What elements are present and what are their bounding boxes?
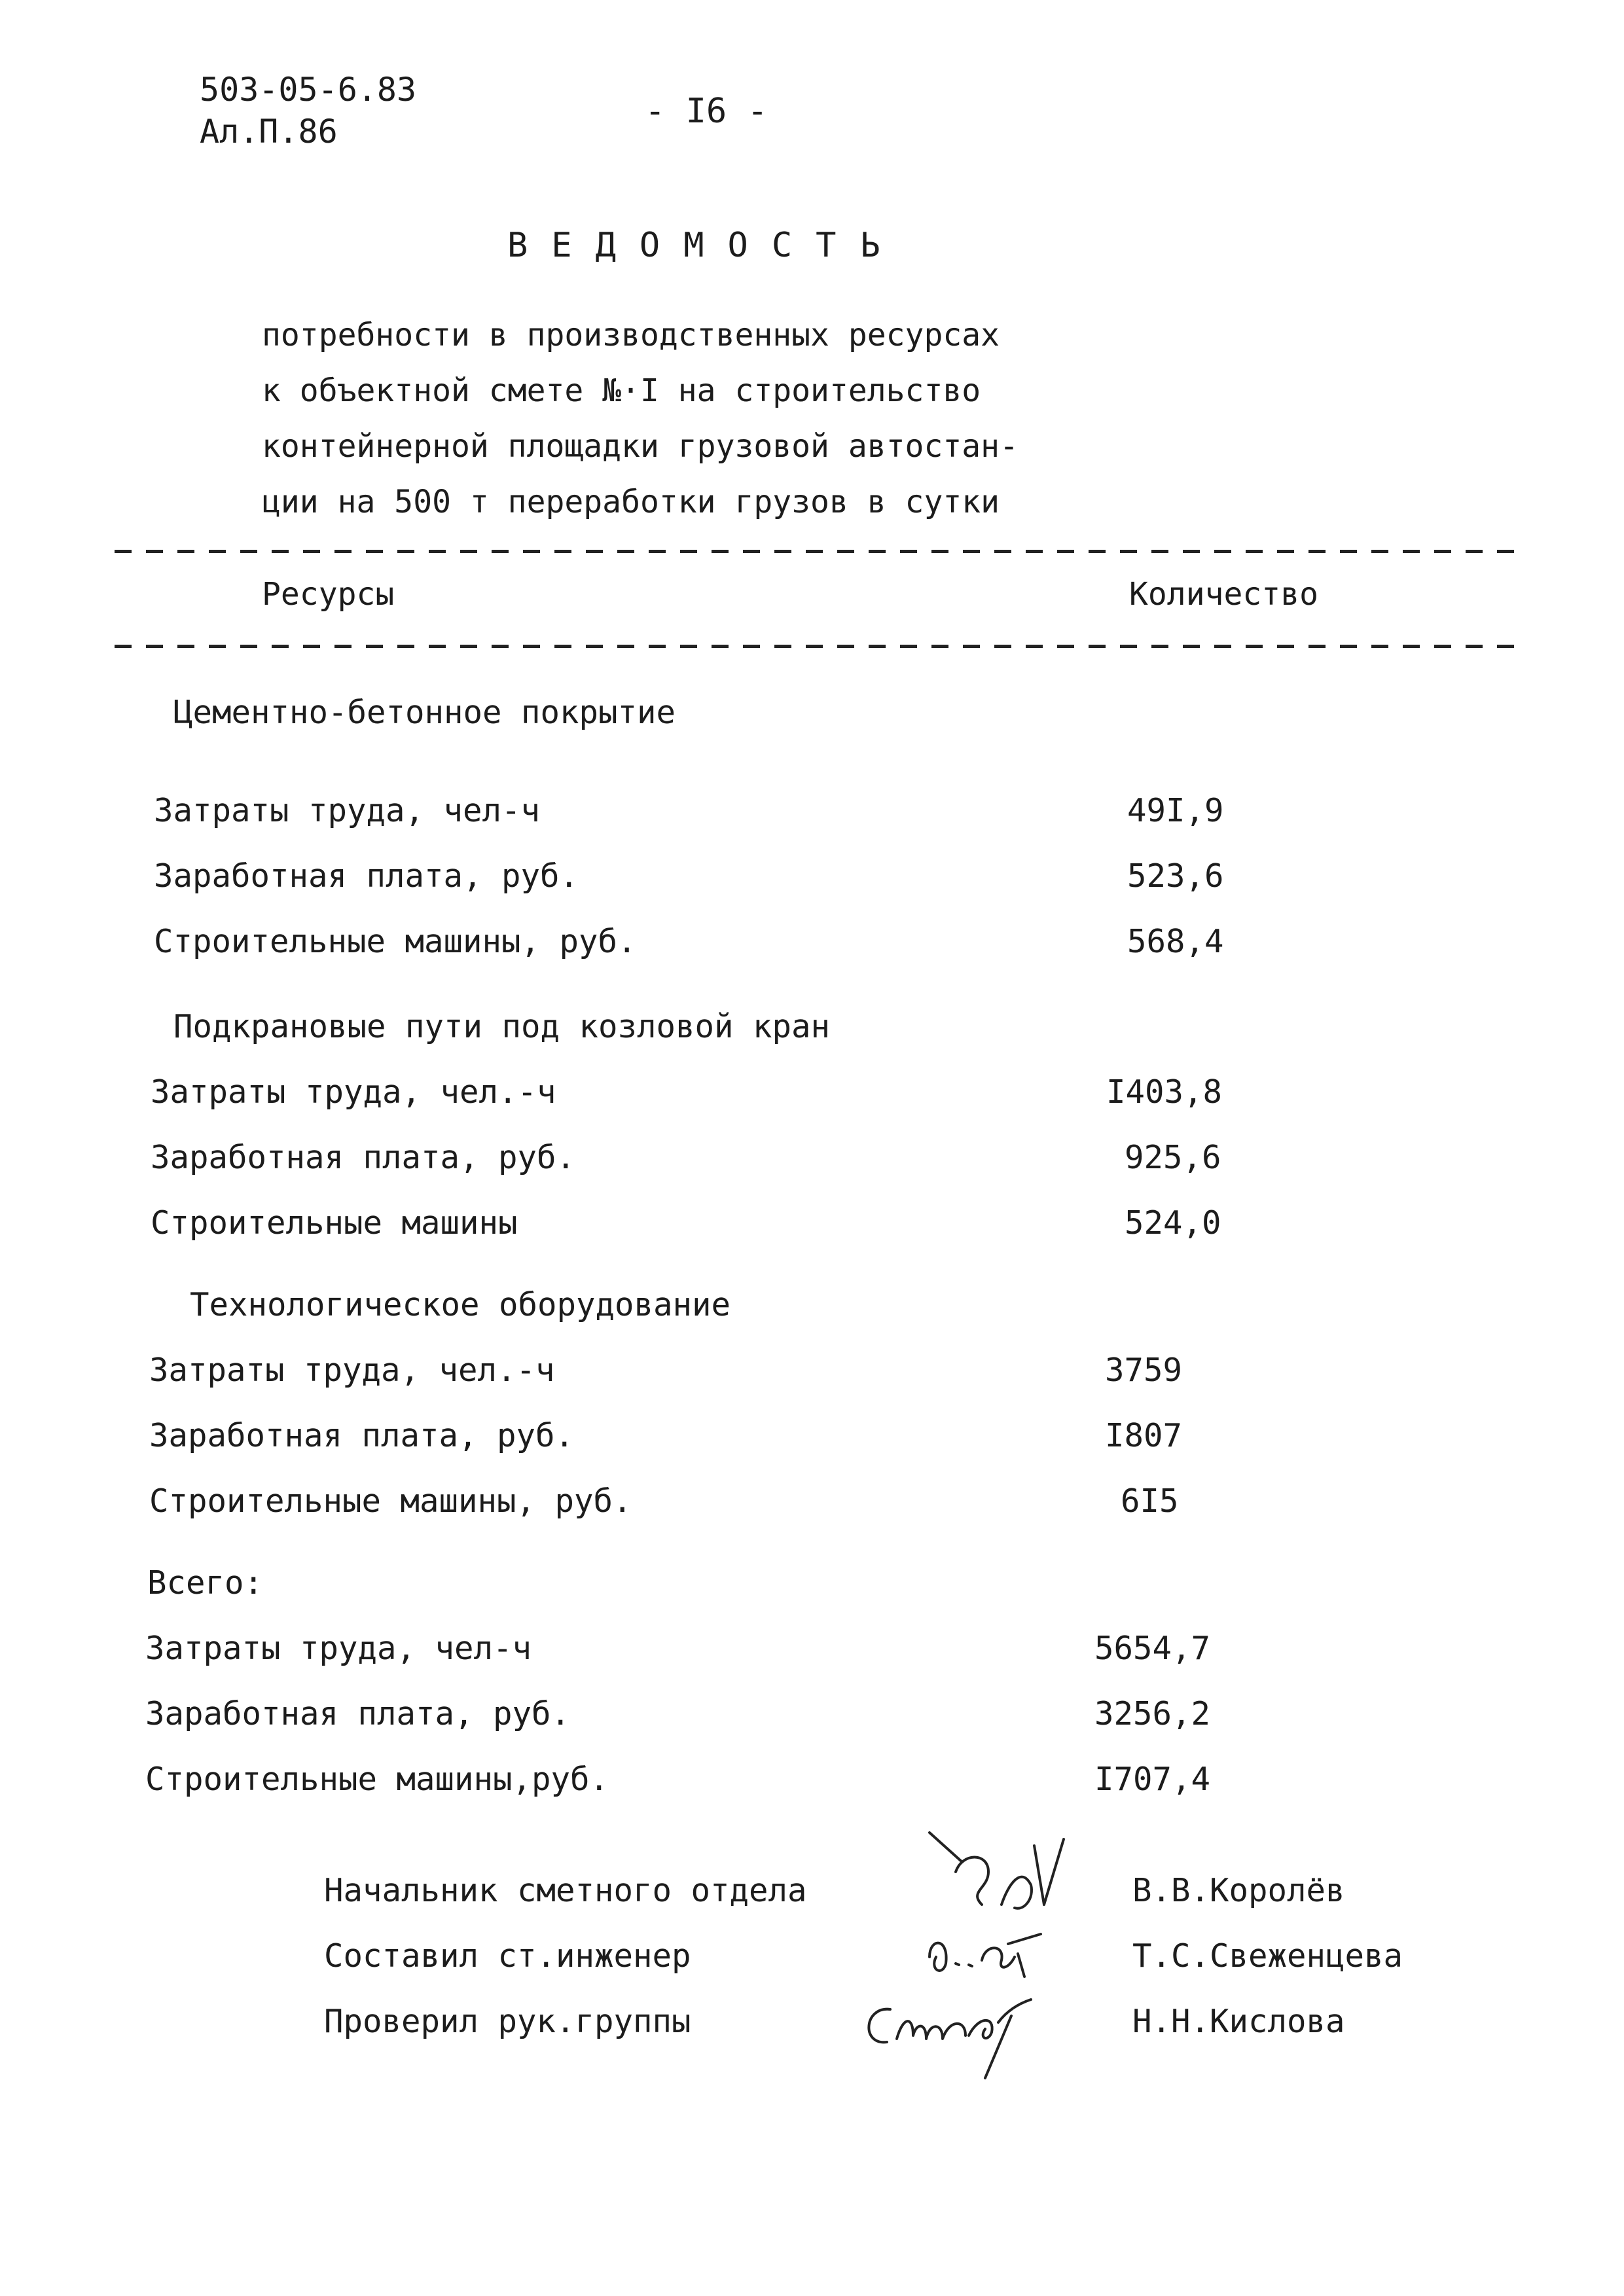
signatory-role: Начальник сметного отдела [324,1872,807,1909]
column-header-resources: Ресурсы [262,576,395,613]
subtitle-line: потребности в производственных ресурсах [262,317,1000,353]
row-value: 925,6 [1125,1139,1221,1176]
page-number: - I6 - [645,92,768,131]
row-label: Строительные машины, руб. [154,923,637,960]
row-label: Строительные машины,руб. [145,1761,609,1798]
document-title: ВЕДОМОСТЬ [507,226,904,265]
row-label: Затраты труда, чел-ч [145,1630,532,1667]
row-value: 6I5 [1121,1482,1179,1520]
signatory-role: Составил ст.инженер [324,1937,691,1975]
row-label: Заработная плата, руб. [154,857,579,895]
signatory-name: В.В.Королёв [1132,1872,1345,1909]
row-value: 568,4 [1127,923,1224,960]
row-value: I707,4 [1094,1761,1211,1798]
row-label: Строительные машины [151,1204,518,1242]
subtitle-line: контейнерной площадки грузовой автостан- [262,428,1019,465]
subtitle-line: к объектной смете №·I на строительство [262,372,981,409]
row-value: 3256,2 [1094,1695,1211,1732]
row-value: 3759 [1105,1352,1183,1389]
row-label: Заработная плата, руб. [151,1139,576,1176]
column-header-quantity: Количество [1129,576,1318,613]
row-label: Заработная плата, руб. [149,1417,575,1454]
signatory-role: Проверил рук.группы [324,2003,691,2040]
section-title: Всего: [147,1564,264,1602]
row-value: 5654,7 [1094,1630,1211,1667]
row-label: Затраты труда, чел-ч [154,792,541,829]
row-value: 523,6 [1127,857,1224,895]
row-label: Затраты труда, чел.-ч [149,1352,555,1389]
row-value: I403,8 [1106,1073,1223,1111]
document-code [200,69,416,152]
row-value: I807 [1105,1417,1183,1454]
signatory-name: Н.Н.Кислова [1132,2003,1345,2040]
section-title: Цементно-бетонное покрытие [173,694,676,731]
document-code-line-2: Ал.П.86 [200,113,338,151]
document-subtitle [262,308,1019,530]
subtitle-line: ции на 500 т переработки грузов в сутки [262,484,1000,520]
table-top-rule [115,550,1522,553]
table-header-rule [115,645,1522,648]
row-value: 524,0 [1125,1204,1221,1242]
document-code-line-1: 503-05-6.83 [200,71,417,109]
row-label: Строительные машины, руб. [149,1482,632,1520]
section-title: Технологическое оборудование [190,1286,731,1323]
row-label: Заработная плата, руб. [145,1695,571,1732]
signatory-name: Т.С.Свеженцева [1132,1937,1403,1975]
row-label: Затраты труда, чел.-ч [151,1073,556,1111]
section-title: Подкрановые пути под козловой кран [173,1008,831,1045]
row-value: 49I,9 [1127,792,1224,829]
handwritten-signature-3 [851,1983,1060,2088]
